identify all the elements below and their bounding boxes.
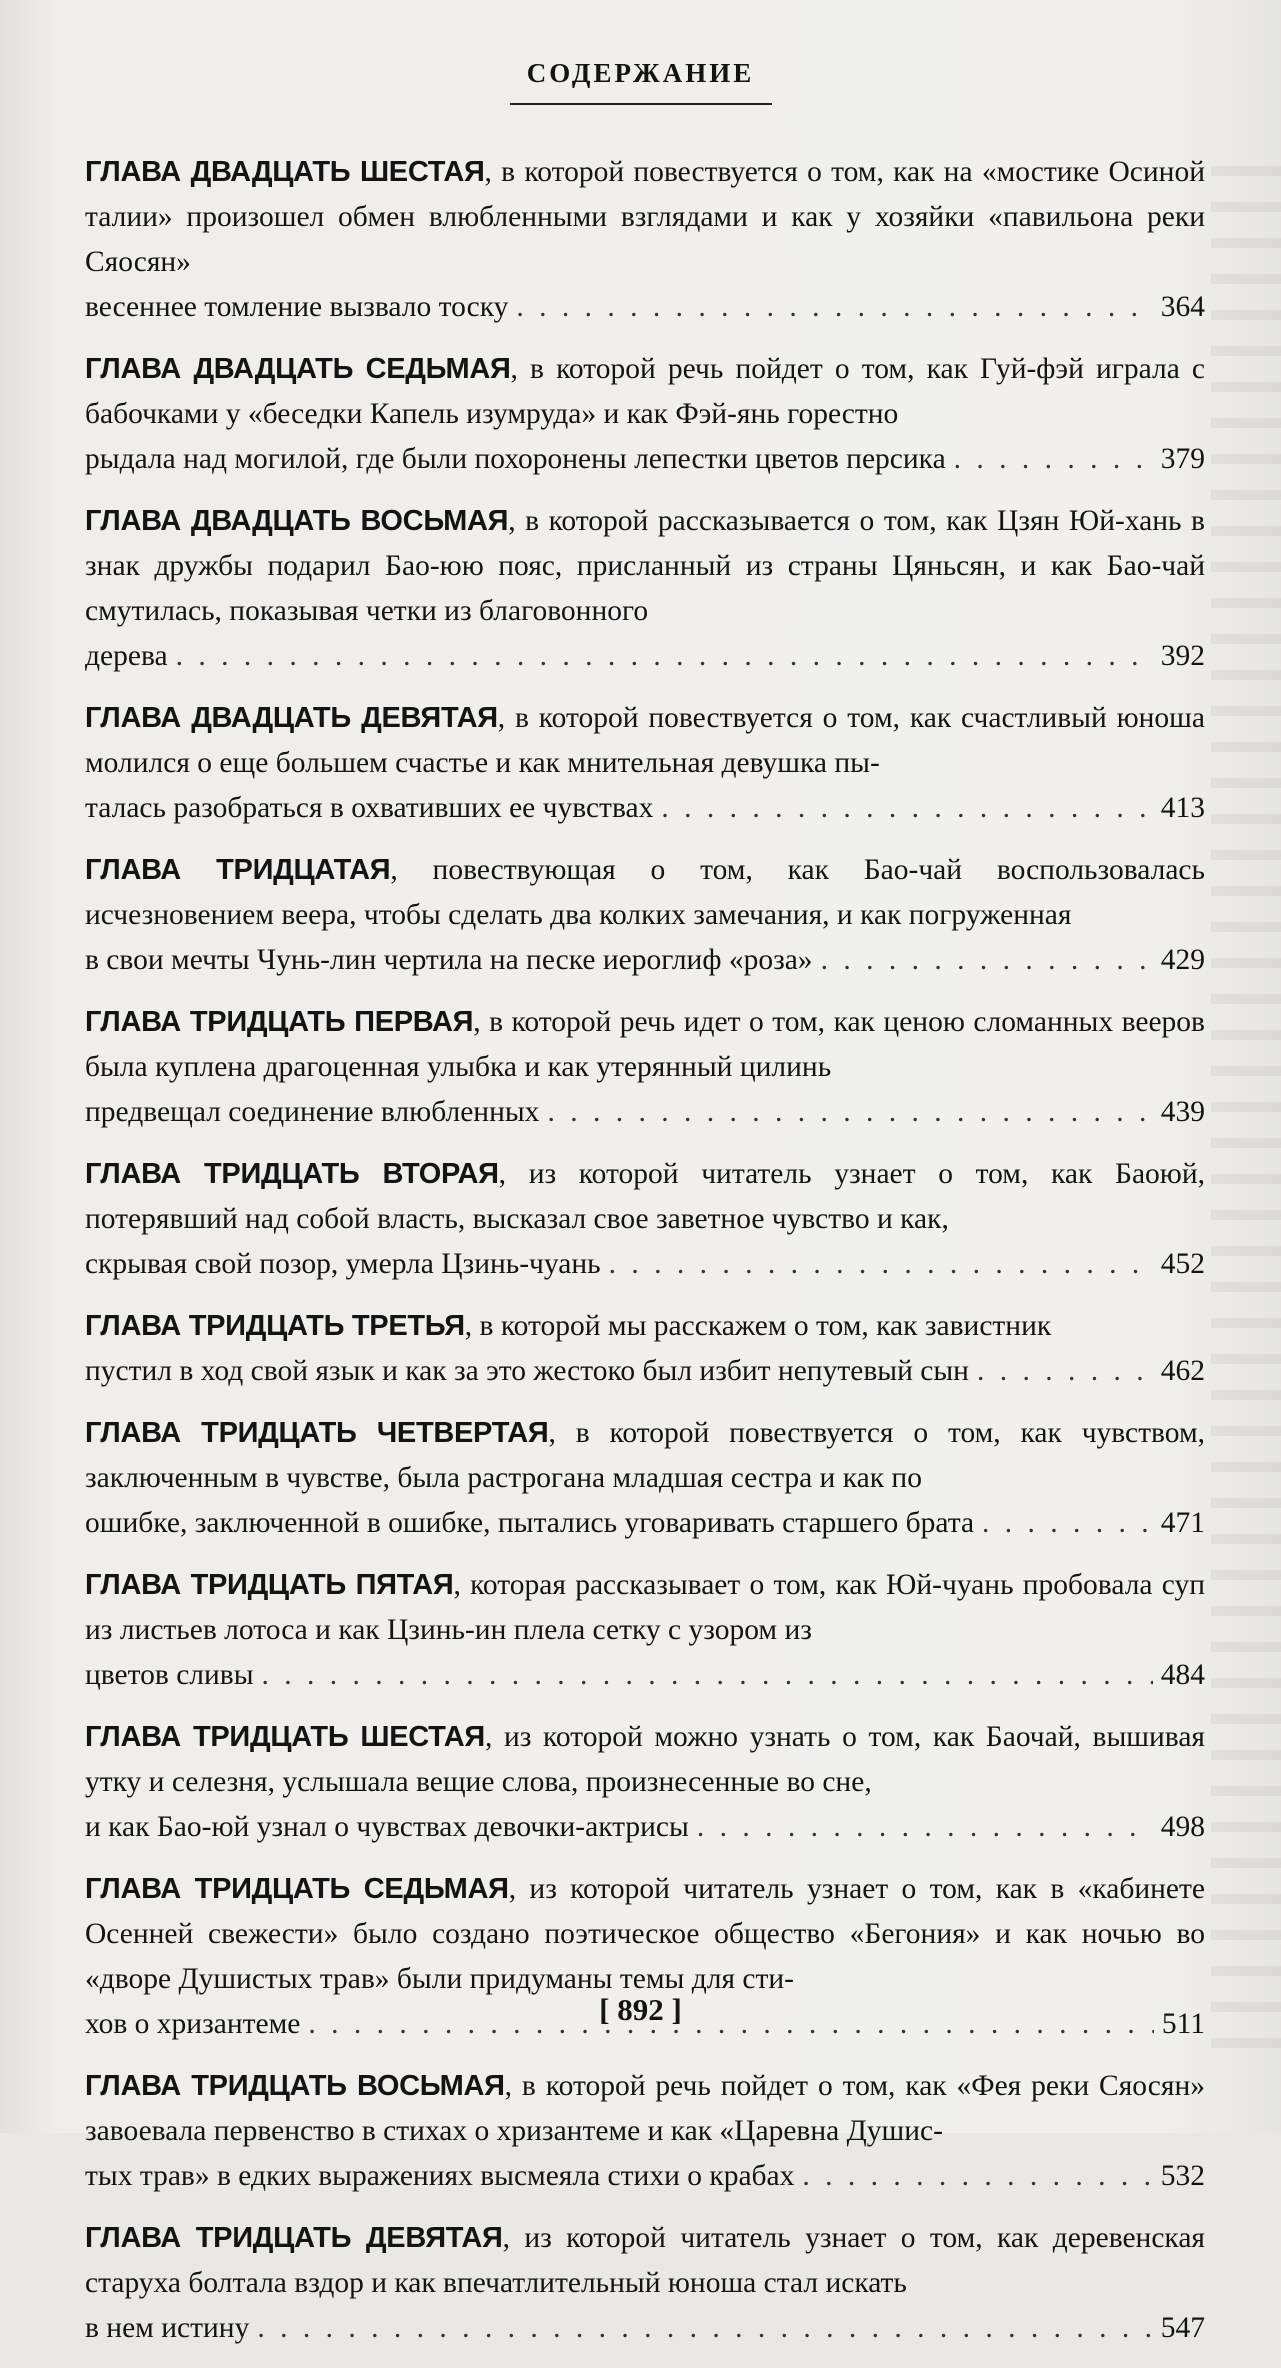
chapter-description-end: дерева xyxy=(85,640,168,672)
chapter-description: , в которой рассказывается о том, как Цзян Юй-хань в знак дружбы подарил Бао-юю пояс, присланный из страны Цяньсян, и как Бао-чай смутилась, показывая четки из благовонного xyxy=(85,505,1205,627)
dot-leader xyxy=(609,1242,1153,1287)
chapter-description-end: скрывая свой позор, умерла Цзинь-чуань xyxy=(85,1248,601,1280)
chapter-description: , в которой повествуется о том, как на «мостике Осиной талии» произошел обмен влюбленными взглядами и как у хозяйки «павильона реки Сяосян» xyxy=(85,156,1205,278)
dot-leader xyxy=(977,1349,1153,1394)
chapter-description-end: рыдала над могилой, где были похоронены лепестки цветов персика xyxy=(85,443,946,475)
chapter-description: , повествующая о том, как Бао-чай воспользовалась исчезновением веера, чтобы сделать два колких замечания, и как погруженная xyxy=(85,854,1205,931)
chapter-page-number: 364 xyxy=(1160,291,1205,323)
toc-entry xyxy=(85,1715,1205,1850)
chapter-description: , в которой речь пойдет о том, как Гуй-фэй играла с бабочками у «беседки Капель изумруда» и как Фэй-янь горестно xyxy=(85,353,1205,430)
toc-entry xyxy=(85,848,1205,983)
dot-leader xyxy=(257,2306,1152,2351)
dot-leader xyxy=(982,1501,1153,1546)
dot-leader xyxy=(661,786,1152,831)
chapter-title: ГЛАВА ТРИДЦАТЬ ПЯТАЯ xyxy=(85,1569,454,1601)
entry-last-line xyxy=(85,1090,1205,1135)
chapter-title: ГЛАВА ДВАДЦАТЬ ШЕСТАЯ xyxy=(85,156,485,188)
chapter-title: ГЛАВА ТРИДЦАТЬ ПЕРВАЯ xyxy=(85,1006,474,1038)
toc-entry xyxy=(85,1563,1205,1698)
chapter-title: ГЛАВА ДВАДЦАТЬ ВОСЬМАЯ xyxy=(85,505,509,537)
entry-last-line xyxy=(85,285,1205,330)
toc-entry xyxy=(85,150,1205,330)
chapter-title: ГЛАВА ТРИДЦАТАЯ xyxy=(85,854,391,886)
table-of-contents xyxy=(85,150,1205,2368)
chapter-title: ГЛАВА ТРИДЦАТЬ СЕДЬМАЯ xyxy=(85,1873,509,1905)
chapter-description-end: тых трав» в едких выражениях высмеяла стихи о крабах xyxy=(85,2160,795,2192)
entry-last-line xyxy=(85,437,1205,482)
chapter-description: , в которой речь пойдет о том, как «Фея реки Сяосян» завоевала первенство в стихах о хризантеме и как «Царевна Душис- xyxy=(85,2070,1205,2147)
chapter-title: ГЛАВА ДВАДЦАТЬ СЕДЬМАЯ xyxy=(85,353,511,385)
dot-leader xyxy=(954,437,1153,482)
bleed-through-text xyxy=(1211,140,1281,2070)
chapter-page-number: 547 xyxy=(1160,2312,1205,2344)
page-title: СОДЕРЖАНИЕ xyxy=(526,58,755,88)
toc-entry xyxy=(85,1304,1205,1394)
dot-leader xyxy=(802,2154,1152,2199)
chapter-description: , из которой читатель узнает о том, как в «кабинете Осенней свежести» было создано поэтическое общество «Бегония» и как ночью во «дворе Душистых трав» были придуманы темы для сти- xyxy=(85,1873,1205,1995)
toc-entry xyxy=(85,2216,1205,2351)
dot-leader xyxy=(821,938,1153,983)
dot-leader xyxy=(516,285,1152,330)
chapter-title: ГЛАВА ТРИДЦАТЬ ЧЕТВЕРТАЯ xyxy=(85,1417,549,1449)
chapter-title: ГЛАВА ДВАДЦАТЬ ДЕВЯТАЯ xyxy=(85,702,498,734)
entry-last-line xyxy=(85,1653,1205,1698)
chapter-description-end: цветов сливы xyxy=(85,1659,254,1691)
toc-entry xyxy=(85,1152,1205,1287)
entry-last-line xyxy=(85,938,1205,983)
chapter-title: ГЛАВА ТРИДЦАТЬ ТРЕТЬЯ xyxy=(85,1310,465,1342)
chapter-page-number: 532 xyxy=(1160,2160,1205,2192)
contents-header xyxy=(0,58,1281,105)
chapter-page-number: 484 xyxy=(1160,1659,1205,1691)
chapter-description: , в которой повествуется о том, как счастливый юноша молился о еще большем счастье и как мнительная девушка пы- xyxy=(85,702,1205,779)
toc-entry xyxy=(85,1000,1205,1135)
chapter-page-number: 511 xyxy=(1161,2008,1205,2040)
chapter-page-number: 471 xyxy=(1160,1507,1205,1539)
chapter-description: , в которой повествуется о том, как чувством, заключенным в чувстве, была растрогана младшая сестра и как по xyxy=(85,1417,1205,1494)
chapter-title: ГЛАВА ТРИДЦАТЬ ДЕВЯТАЯ xyxy=(85,2222,503,2254)
chapter-page-number: 498 xyxy=(1160,1811,1205,1843)
chapter-page-number: 439 xyxy=(1160,1096,1205,1128)
entry-last-line xyxy=(85,2154,1205,2199)
chapter-title: ГЛАВА ТРИДЦАТЬ ШЕСТАЯ xyxy=(85,1721,485,1753)
chapter-title: ГЛАВА ТРИДЦАТЬ ВОСЬМАЯ xyxy=(85,2070,505,2102)
chapter-description-end: в свои мечты Чунь-лин чертила на песке иероглиф «роза» xyxy=(85,944,813,976)
chapter-description-end: ошибке, заключенной в ошибке, пытались уговаривать старшего брата xyxy=(85,1507,975,1539)
entry-last-line xyxy=(85,1501,1205,1546)
chapter-description: , из которой читатель узнает о том, как деревенская старуха болтала вздор и как впечатлительный юноша стал искать xyxy=(85,2222,1205,2299)
chapter-description-end: талась разобраться в охвативших ее чувствах xyxy=(85,792,654,824)
toc-entry xyxy=(85,1411,1205,1546)
entry-last-line xyxy=(85,1349,1205,1394)
title-underline xyxy=(510,103,772,105)
page-number: [ 892 ] xyxy=(599,1992,682,2027)
dot-leader xyxy=(176,634,1153,679)
chapter-description: , из которой читатель узнает о том, как Баоюй, потерявший над собой власть, высказал свое заветное чувство и как, xyxy=(85,1158,1205,1235)
toc-entry xyxy=(85,347,1205,482)
entry-last-line xyxy=(85,1242,1205,1287)
chapter-description-end: и как Бао-юй узнал о чувствах девочки-актрисы xyxy=(85,1811,689,1843)
chapter-title: ГЛАВА ТРИДЦАТЬ ВТОРАЯ xyxy=(85,1158,499,1190)
dot-leader xyxy=(547,1090,1152,1135)
chapter-page-number: 379 xyxy=(1160,443,1205,475)
chapter-description-end: предвещал соединение влюбленных xyxy=(85,1096,540,1128)
toc-entry xyxy=(85,696,1205,831)
chapter-page-number: 429 xyxy=(1160,944,1205,976)
entry-last-line xyxy=(85,786,1205,831)
chapter-page-number: 462 xyxy=(1160,1355,1205,1387)
chapter-page-number: 392 xyxy=(1160,640,1205,672)
chapter-page-number: 413 xyxy=(1160,792,1205,824)
entry-last-line xyxy=(85,2306,1205,2351)
chapter-description-end: в нем истину xyxy=(85,2312,250,2344)
toc-entry xyxy=(85,2064,1205,2199)
chapter-description-end: пустил в ход свой язык и как за это жестоко был избит непутевый сын xyxy=(85,1355,969,1387)
entry-last-line xyxy=(85,1805,1205,1850)
chapter-description: , в которой речь идет о том, как ценою сломанных вееров была куплена драгоценная улыбка и как утерянный цилинь xyxy=(85,1006,1205,1083)
chapter-page-number: 452 xyxy=(1160,1248,1205,1280)
chapter-description: , которая рассказывает о том, как Юй-чуань пробовала суп из листьев лотоса и как Цзинь-ин плела сетку с узором из xyxy=(85,1569,1205,1646)
chapter-description: , в которой мы расскажем о том, как завистник xyxy=(464,1310,1052,1342)
chapter-description: , из которой можно узнать о том, как Баочай, вышивая утку и селезня, услышала вещие слова, произнесенные во сне, xyxy=(85,1721,1205,1798)
toc-entry xyxy=(85,499,1205,679)
dot-leader xyxy=(697,1805,1153,1850)
entry-last-line xyxy=(85,634,1205,679)
chapter-description-end: весеннее томление вызвало тоску xyxy=(85,291,509,323)
chapter-description-end: хов о хризантеме xyxy=(85,2008,301,2040)
dot-leader xyxy=(262,1653,1153,1698)
